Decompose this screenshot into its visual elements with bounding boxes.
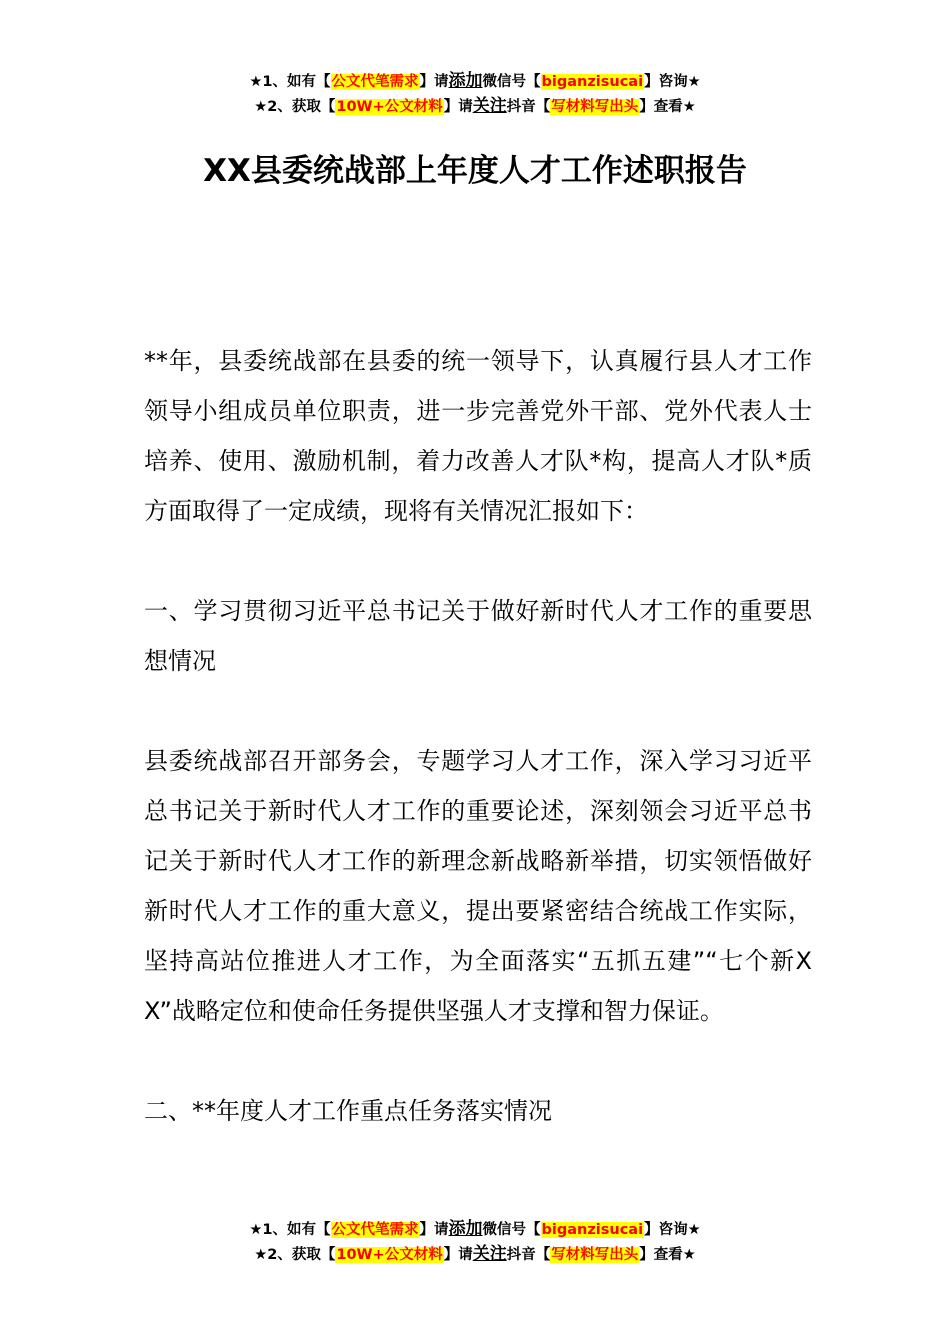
banner-text: 抖音【	[506, 1247, 551, 1263]
banner-text: 】咨询★	[644, 1222, 701, 1238]
banner-text: 微信号【	[482, 74, 541, 90]
section-1-paragraph: 县委统战部召开部务会，专题学习人才工作，深入学习习近平总书记关于新时代人才工作的重要论述，深刻领会习近平总书记关于新时代人才工作的新理念新战略新举措，切实领悟做好新时代人才工作的重大意义，提出要紧密结合统战工作实际，坚持高站位推进人才工作，为全面落实“五抓五建”“七个新XX”战略定位和使命任务提供坚强人才支撑和智力保证。	[144, 747, 812, 1025]
banner-text: 抖音【	[506, 99, 551, 115]
banner-text: ★2、获取【	[254, 99, 336, 115]
document-body	[144, 336, 812, 1136]
banner-text: 】请	[419, 1222, 449, 1238]
banner-text: 】请	[443, 1247, 473, 1263]
section-heading-2: 二、**年度人才工作重点任务落实情况	[144, 1097, 552, 1125]
banner-line-2	[0, 94, 950, 119]
footer-banner	[0, 1217, 950, 1267]
banner-text: 】查看★	[639, 99, 696, 115]
banner-line-1	[0, 69, 950, 94]
banner-highlight: biganzisucai	[541, 74, 644, 90]
banner-text: ★2、获取【	[254, 1247, 336, 1263]
banner-highlight: 公文代笔需求	[331, 74, 419, 90]
banner-highlight: 公文代笔需求	[331, 1222, 419, 1238]
banner-text: 】咨询★	[644, 74, 701, 90]
banner-highlight: 写材料写出头	[551, 1247, 639, 1263]
banner-underlined: 关注	[472, 96, 507, 116]
header-banner	[0, 69, 950, 119]
banner-highlight: 10W+公文材料	[336, 1247, 443, 1263]
banner-text: 微信号【	[482, 1222, 541, 1238]
banner-highlight: 写材料写出头	[551, 99, 639, 115]
banner-underlined: 添加	[448, 71, 483, 91]
banner-highlight: 10W+公文材料	[336, 99, 443, 115]
banner-line-2	[0, 1242, 950, 1267]
banner-text: 】查看★	[639, 1247, 696, 1263]
intro-paragraph: **年，县委统战部在县委的统一领导下，认真履行县人才工作领导小组成员单位职责，进一步完善党外干部、党外代表人士培养、使用、激励机制，着力改善人才队*构，提高人才队*质方面取得了一定成绩，现将有关情况汇报如下：	[144, 347, 812, 525]
banner-text: 】请	[419, 74, 449, 90]
banner-text: 】请	[443, 99, 473, 115]
banner-underlined: 关注	[472, 1244, 507, 1264]
banner-text: ★1、如有【	[249, 74, 331, 90]
document-title: XX县委统战部上年度人才工作述职报告	[203, 153, 747, 189]
banner-highlight: biganzisucai	[541, 1222, 644, 1238]
banner-text: ★1、如有【	[249, 1222, 331, 1238]
banner-underlined: 添加	[448, 1219, 483, 1239]
section-heading-1: 一、学习贯彻习近平总书记关于做好新时代人才工作的重要思想情况	[144, 597, 812, 675]
banner-line-1	[0, 1217, 950, 1242]
